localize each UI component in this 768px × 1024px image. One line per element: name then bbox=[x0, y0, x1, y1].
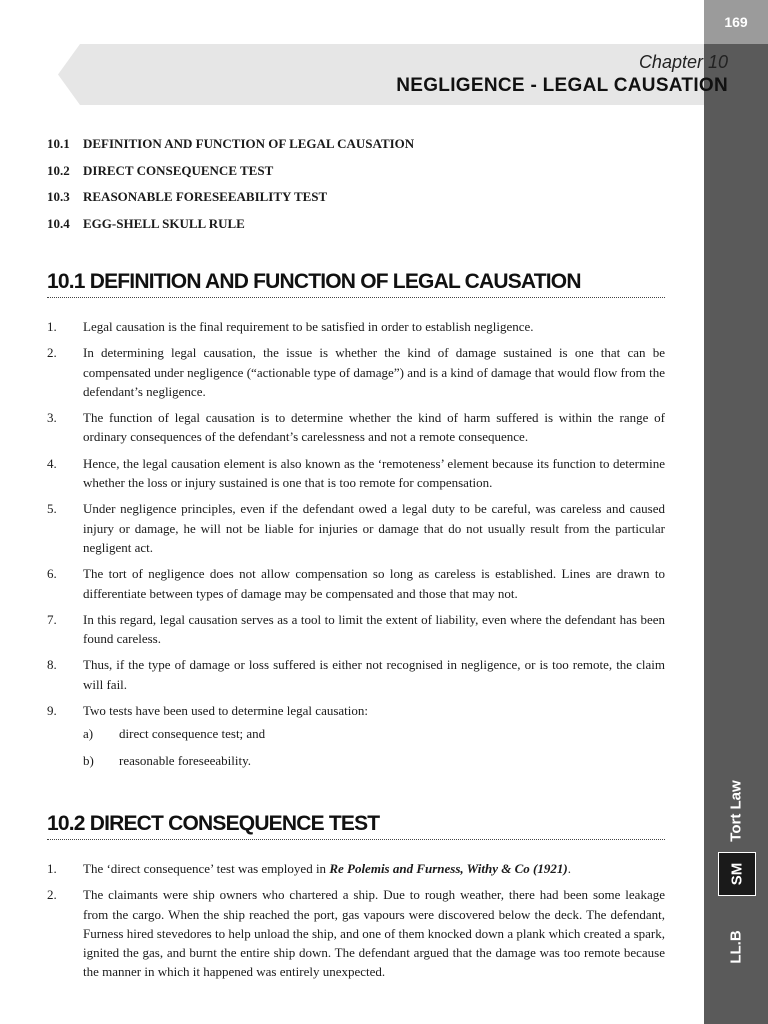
series-label: SM bbox=[728, 862, 746, 886]
item-number: 1. bbox=[47, 319, 57, 334]
series-badge bbox=[718, 852, 756, 896]
list-item bbox=[47, 564, 665, 603]
sub-item-letter: a) bbox=[83, 726, 94, 742]
item-number: 8. bbox=[47, 657, 57, 673]
item-text: Thus, if the type of damage or loss suffered is either not recognised in negligence, or is too remote, the claim will fail. bbox=[83, 657, 665, 692]
chapter-contents bbox=[47, 135, 414, 241]
chapter-label: Chapter 10 bbox=[638, 52, 728, 72]
item-text: Two tests have been used to determine legal causation: bbox=[83, 703, 368, 719]
contents-number: 10.4 bbox=[47, 215, 70, 231]
list-item bbox=[47, 454, 665, 493]
sub-item-text: direct consequence test; and bbox=[119, 726, 266, 742]
item-text: Legal causation is the final requirement to be satisfied in order to establish negligence. bbox=[83, 319, 534, 334]
list-item bbox=[47, 408, 665, 447]
list-item bbox=[47, 655, 665, 694]
course-label: LL.B bbox=[727, 930, 745, 964]
sub-item-text: reasonable foreseeability. bbox=[119, 752, 251, 768]
list-item bbox=[47, 885, 665, 981]
list-item bbox=[47, 499, 665, 557]
case-citation: Re Polemis and Furness, Withy & Co (1921) bbox=[329, 861, 568, 876]
sidebar-tab bbox=[704, 0, 768, 1024]
item-number: 6. bbox=[47, 566, 57, 582]
item-text-lead: The ‘direct consequence’ test was employed in bbox=[83, 861, 330, 876]
contents-item bbox=[47, 162, 414, 189]
item-number: 1. bbox=[47, 861, 57, 876]
item-text: Hence, the legal causation element is also known as the ‘remoteness’ element because its function to determine whether the loss or injury sustained is one that is too remote for compensation. bbox=[83, 455, 665, 491]
item-number: 7. bbox=[47, 611, 57, 627]
contents-number: 10.3 bbox=[47, 189, 70, 204]
section-heading: 10.2 DIRECT CONSEQUENCE TEST bbox=[47, 812, 665, 840]
item-text-end: . bbox=[567, 861, 571, 876]
item-text: The function of legal causation is to determine whether the kind of harm suffered is within the range of ordinary consequences of the defendant’s carelessness and not a remote consequence. bbox=[83, 410, 665, 445]
list-item bbox=[47, 343, 665, 401]
subject-label: Tort Law bbox=[727, 780, 745, 842]
sub-list-item bbox=[83, 751, 665, 770]
list-item bbox=[47, 317, 665, 336]
item-text: The tort of negligence does not allow compensation so long as careless is established. Lines are drawn to differentiate between types of damage may be compensated and those that may not. bbox=[83, 566, 665, 601]
contents-number: 10.2 bbox=[47, 162, 70, 178]
contents-item bbox=[47, 188, 414, 215]
sub-item-letter: b) bbox=[83, 752, 94, 768]
section-heading: 10.1 DEFINITION AND FUNCTION OF LEGAL CAUSATION bbox=[47, 270, 665, 298]
item-number: 5. bbox=[47, 501, 57, 517]
item-text: In this regard, legal causation serves as a tool to limit the extent of liability, even where the defendant has been found careless. bbox=[83, 611, 665, 647]
contents-label: REASONABLE FORESEEABILITY TEST bbox=[83, 189, 328, 204]
contents-number: 10.1 bbox=[47, 136, 70, 151]
contents-label: EGG-SHELL SKULL RULE bbox=[83, 215, 245, 231]
item-number: 2. bbox=[47, 887, 57, 903]
contents-item bbox=[47, 135, 414, 162]
item-number: 4. bbox=[47, 455, 57, 471]
page-number: 169 bbox=[704, 0, 768, 44]
item-number: 9. bbox=[47, 703, 57, 719]
chapter-title: NEGLIGENCE - LEGAL CAUSATION bbox=[396, 75, 728, 96]
item-text: Under negligence principles, even if the defendant owed a legal duty to be careful, was careless and caused injury or damage, he will not be liable for injuries or damage that do not usually result from the particular negligent act. bbox=[83, 501, 665, 555]
item-text bbox=[83, 859, 665, 878]
item-text: The claimants were ship owners who chartered a ship. Due to rough weather, there had been some leakage from the cargo. When the ship reached the port, gas vapours were discovered below the deck. The defendant, Furness hired stevedores to help unload the ship, and one of them knocked down a plank which created a spark, ignited the gas, and burnt the entire ship down. The defendant argued that the damage was too remote because the manner in which it happened was entirely unexpected. bbox=[83, 887, 665, 980]
contents-label: DIRECT CONSEQUENCE TEST bbox=[83, 162, 274, 178]
list-item bbox=[47, 610, 665, 649]
sub-list-item bbox=[83, 724, 665, 743]
contents-label: DEFINITION AND FUNCTION OF LEGAL CAUSATION bbox=[83, 136, 415, 151]
contents-item bbox=[47, 215, 414, 242]
list-item bbox=[47, 701, 665, 720]
section-list bbox=[47, 859, 665, 982]
item-number: 3. bbox=[47, 410, 57, 426]
item-number: 2. bbox=[47, 345, 57, 361]
item-text: In determining legal causation, the issue is whether the kind of damage sustained is one that can be compensated under negligence (“actionable type of damage”) and is a kind of damage that would flow from the defendant’s negligence. bbox=[83, 345, 665, 399]
list-item bbox=[47, 859, 665, 878]
section-list bbox=[47, 317, 665, 770]
